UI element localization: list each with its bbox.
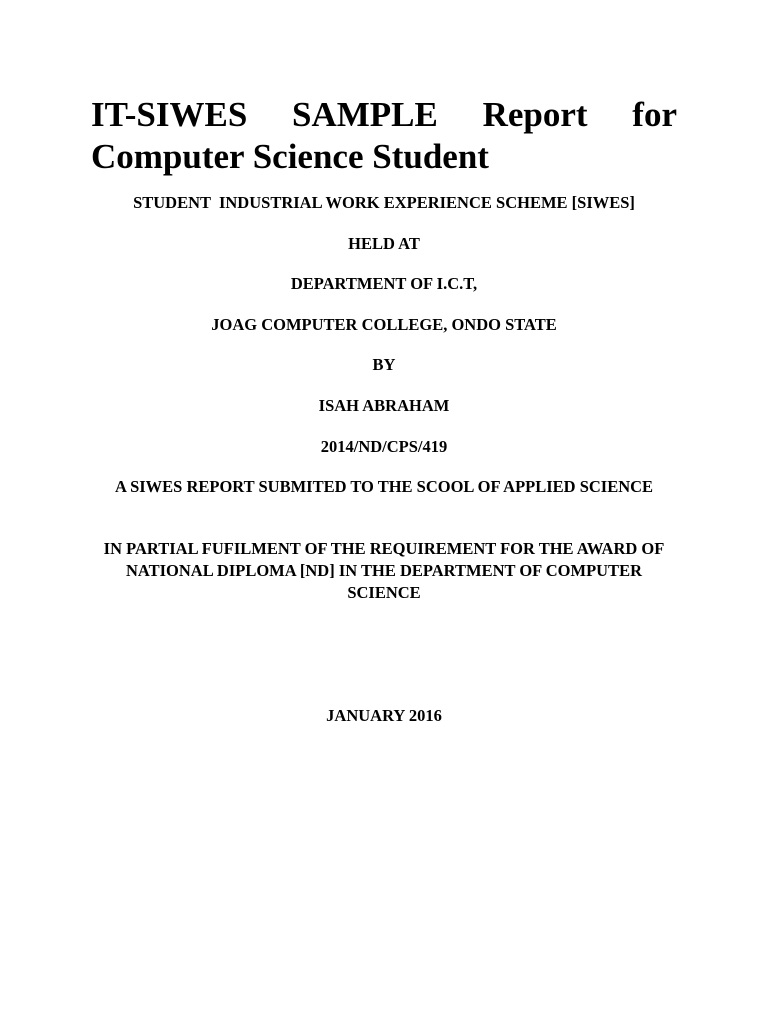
held-at-label: HELD AT: [348, 234, 420, 253]
title-word: IT-SIWES: [91, 95, 248, 134]
fulfilment-statement: IN PARTIAL FUFILMENT OF THE REQUIREMENT FOR THE AWARD OF NATIONAL DIPLOMA [ND] IN THE DEPARTMENT OF COMPUTER SCIENCE: [103, 539, 665, 602]
report-date: JANUARY 2016: [326, 706, 442, 725]
title-word: Report: [482, 95, 588, 134]
matric-number: 2014/ND/CPS/419: [320, 437, 448, 456]
title-word: for: [632, 95, 677, 134]
submission-statement: A SIWES REPORT SUBMITED TO THE SCOOL OF APPLIED SCIENCE: [114, 477, 654, 496]
student-name: ISAH ABRAHAM: [318, 396, 450, 415]
report-title: [91, 94, 677, 178]
report-title-line-1: [91, 94, 677, 136]
by-label: BY: [372, 355, 396, 374]
department-name: DEPARTMENT OF I.C.T,: [290, 274, 478, 293]
scheme-name: STUDENT INDUSTRIAL WORK EXPERIENCE SCHEME [SIWES]: [133, 193, 635, 212]
title-word: SAMPLE: [292, 95, 438, 134]
college-name: JOAG COMPUTER COLLEGE, ONDO STATE: [211, 315, 557, 334]
report-title-line-2: Computer Science Student: [91, 137, 489, 176]
